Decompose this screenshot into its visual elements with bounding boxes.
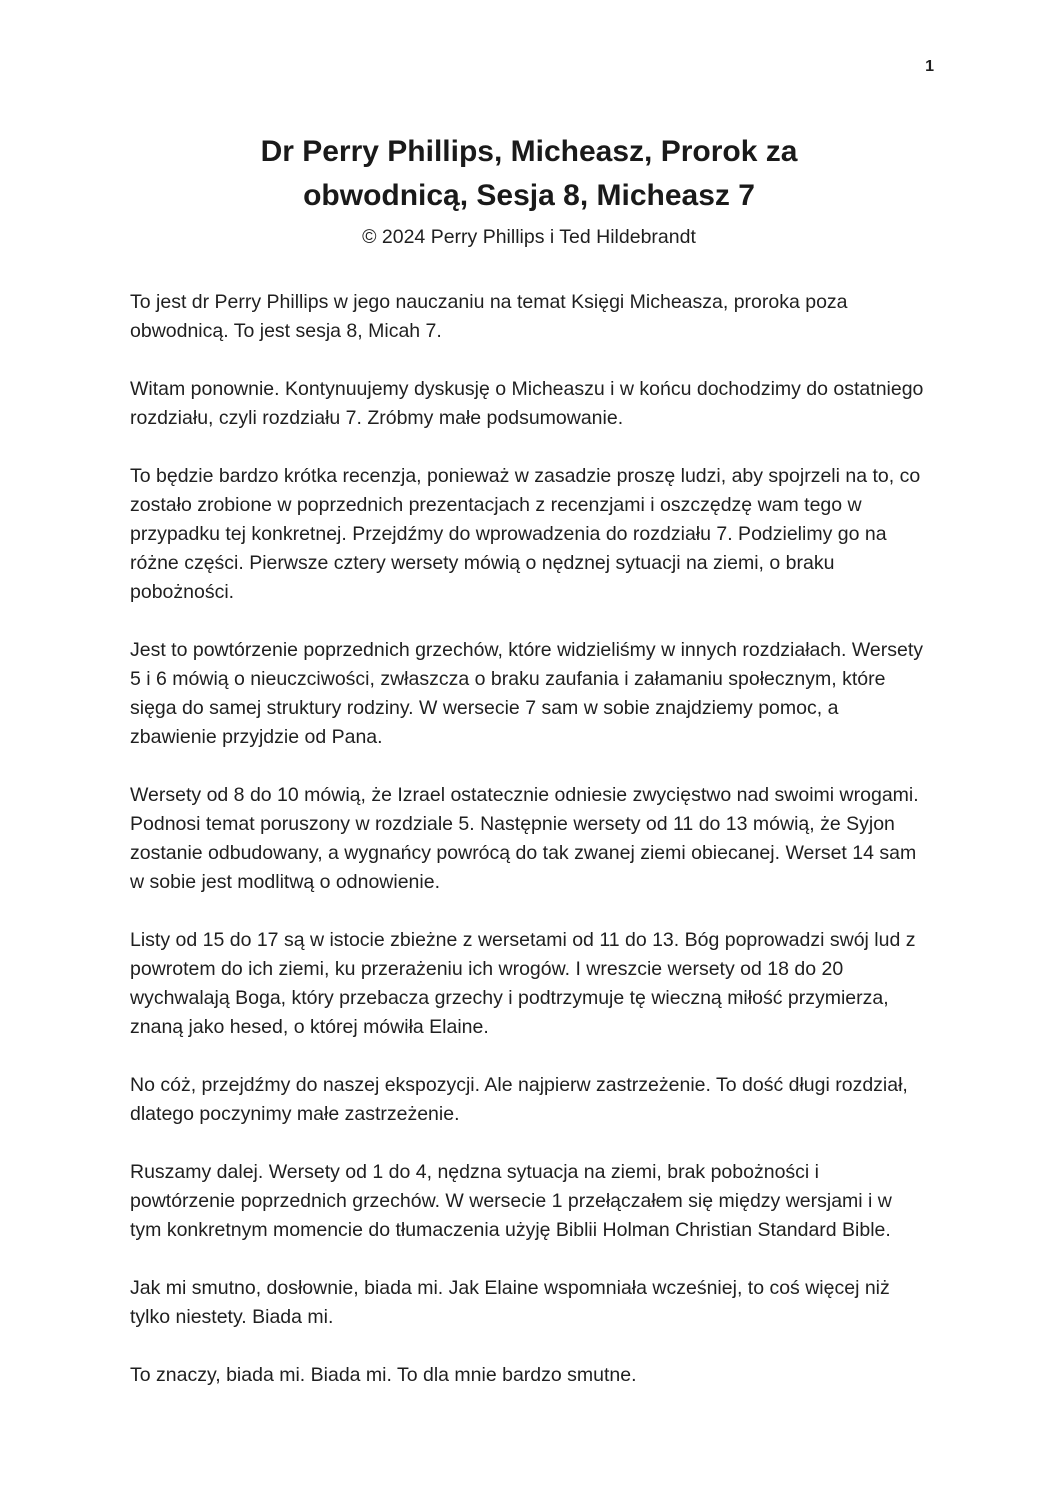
document-title	[130, 130, 928, 218]
page-number: 1	[925, 58, 934, 75]
paragraph: Listy od 15 do 17 są w istocie zbieżne z wersetami od 11 do 13. Bóg poprowadzi swój lud z powrotem do ich ziemi, ku przerażeniu ich wrogów. I wreszcie wersety od 18 do 20 wychwalają Boga, który przebacza grzechy i podtrzymuje tę wieczną miłość przymierza, znaną jako hesed, o której mówiła Elaine.	[130, 929, 916, 1038]
copyright-line: © 2024 Perry Phillips i Ted Hildebrandt	[362, 226, 696, 248]
paragraph: Wersety od 8 do 10 mówią, że Izrael ostatecznie odniesie zwycięstwo nad swoimi wrogami. Podnosi temat poruszony w rozdziale 5. Następnie wersety od 11 do 13 mówią, że Syjon zostanie odbudowany, a wygnańcy powrócą do tak zwanej ziemi obiecanej. Werset 14 sam w sobie jest modlitwą o odnowienie.	[130, 784, 919, 893]
paragraph: To będzie bardzo krótka recenzja, ponieważ w zasadzie proszę ludzi, aby spojrzeli na to, co zostało zrobione w poprzednich prezentacjach z recenzjami i oszczędzę wam tego w przypadku tej konkretnej. Przejdźmy do wprowadzenia do rozdziału 7. Podzielimy go na różne części. Pierwsze cztery wersety mówią o nędznej sytuacji na ziemi, o braku pobożności.	[130, 465, 921, 603]
paragraph: Witam ponownie. Kontynuujemy dyskusję o Micheaszu i w końcu dochodzimy do ostatniego rozdziału, czyli rozdziału 7. Zróbmy małe podsumowanie.	[130, 378, 924, 429]
document-title-line-2: obwodnicą, Sesja 8, Micheasz 7	[303, 179, 755, 212]
paragraph: Jest to powtórzenie poprzednich grzechów, które widzieliśmy w innych rozdziałach. Wersety 5 i 6 mówią o nieuczciwości, zwłaszcza o braku zaufania i załamaniu społecznym, które sięga do samej struktury rodziny. W wersecie 7 sam w sobie znajdziemy pomoc, a zbawienie przyjdzie od Pana.	[130, 639, 923, 748]
paragraph: To jest dr Perry Phillips w jego nauczaniu na temat Księgi Micheasza, proroka poza obwodnicą. To jest sesja 8, Micah 7.	[130, 291, 848, 342]
document-title-line-1: Dr Perry Phillips, Micheasz, Prorok za	[260, 135, 798, 168]
paragraph: Jak mi smutno, dosłownie, biada mi. Jak Elaine wspomniała wcześniej, to coś więcej niż tylko niestety. Biada mi.	[130, 1277, 890, 1328]
paragraph: Ruszamy dalej. Wersety od 1 do 4, nędzna sytuacja na ziemi, brak pobożności i powtórzenie poprzednich grzechów. W wersecie 1 przełączałem się między wersjami i w tym konkretnym momencie do tłumaczenia użyję Biblii Holman Christian Standard Bible.	[130, 1161, 892, 1241]
paragraph: To znaczy, biada mi. Biada mi. To dla mnie bardzo smutne.	[130, 1364, 637, 1386]
paragraph: No cóż, przejdźmy do naszej ekspozycji. Ale najpierw zastrzeżenie. To dość długi rozdział, dlatego poczynimy małe zastrzeżenie.	[130, 1074, 908, 1125]
document-body	[130, 288, 928, 1390]
page-content	[130, 130, 928, 1419]
